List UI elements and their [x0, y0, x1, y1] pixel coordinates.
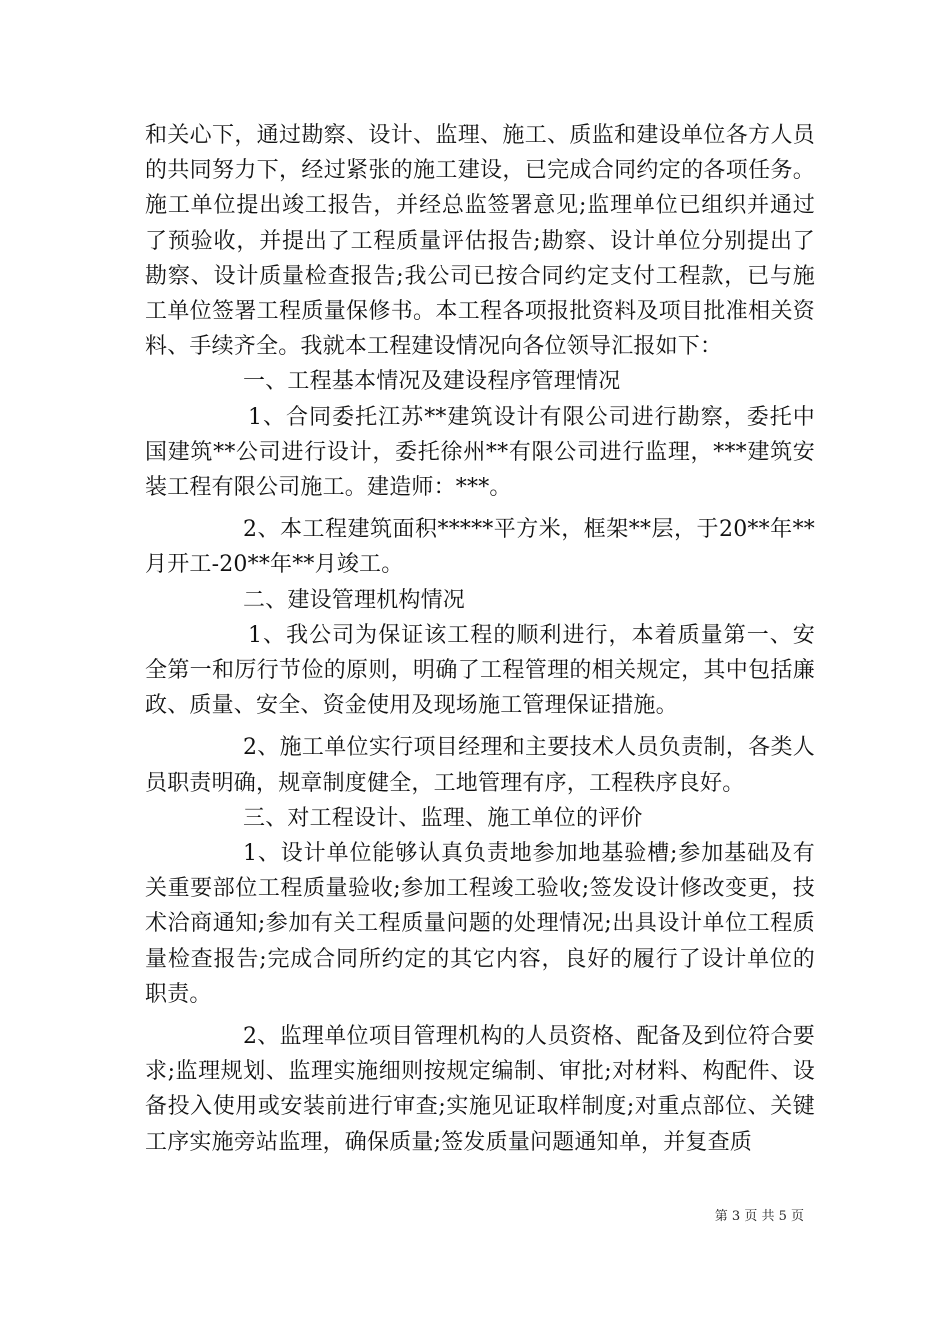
paragraph-1-2: 2、本工程建筑面积*****平方米，框架**层，于20**年**月开工-20**年**月竣工。 [145, 517, 815, 578]
section-heading-3: 三、对工程设计、监理、施工单位的评价 [243, 805, 643, 831]
document-body [145, 118, 815, 1160]
paragraph-1-1: 1、合同委托江苏**建筑设计有限公司进行勘察，委托中国建筑**公司进行设计，委托徐州**有限公司进行监理，***建筑安装工程有限公司施工。建造师：***。 [145, 404, 815, 501]
paragraph-3-2: 2、监理单位项目管理机构的人员资格、配备及到位符合要求;监理规划、监理实施细则按规定编制、审批;对材料、构配件、设备投入使用或安装前进行审查;实施见证取样制度;对重点部位、关键工序实施旁站监理，确保质量;签发质量问题通知单，并复查质 [145, 1024, 815, 1155]
paragraph-3-1: 1、设计单位能够认真负责地参加地基验槽;参加基础及有关重要部位工程质量验收;参加工程竣工验收;签发设计修改变更，技术洽商通知;参加有关工程质量问题的处理情况;出具设计单位工程质量检查报告;完成合同所约定的其它内容，良好的履行了设计单位的职责。 [145, 841, 815, 1007]
paragraph-2-2: 2、施工单位实行项目经理和主要技术人员负责制，各类人员职责明确，规章制度健全，工地管理有序，工程秩序良好。 [145, 735, 815, 796]
page-number-footer: 第 3 页 共 5 页 [714, 1209, 804, 1224]
section-heading-2: 二、建设管理机构情况 [243, 587, 466, 613]
paragraph-2-1: 1、我公司为保证该工程的顺利进行，本着质量第一、安全第一和厉行节俭的原则，明确了工程管理的相关规定，其中包括廉政、质量、安全、资金使用及现场施工管理保证措施。 [145, 622, 815, 719]
paragraph-intro: 和关心下，通过勘察、设计、监理、施工、质监和建设单位各方人员的共同努力下，经过紧张的施工建设，已完成合同约定的各项任务。施工单位提出竣工报告，并经总监签署意见;监理单位已组织并通过了预验收，并提出了工程质量评估报告;勘察、设计单位分别提出了勘察、设计质量检查报告;我公司已按合同约定支付工程款，已与施工单位签署工程质量保修书。本工程各项报批资料及项目批准相关资料、手续齐全。我就本工程建设情况向各位领导汇报如下： [145, 123, 815, 360]
section-heading-1: 一、工程基本情况及建设程序管理情况 [243, 369, 621, 395]
